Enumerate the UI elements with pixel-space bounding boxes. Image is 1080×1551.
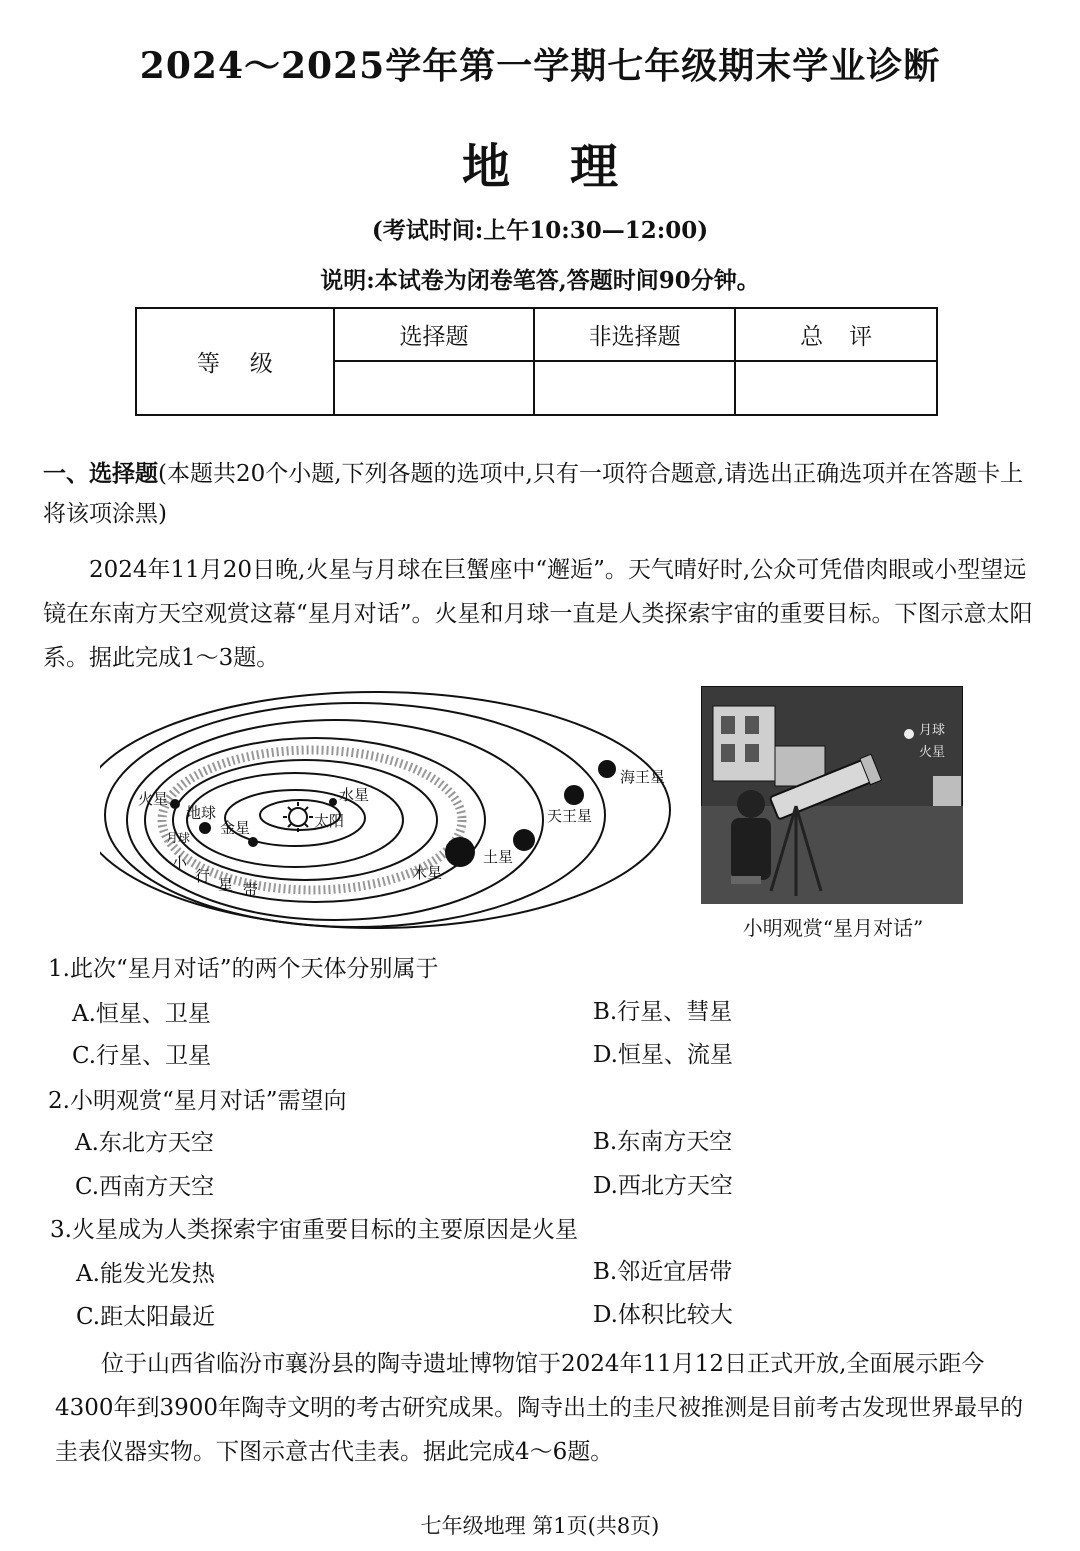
grade-col-total: 总评: [735, 308, 937, 361]
label-mercury: 水星: [339, 786, 370, 804]
q1-option-a[interactable]: A.恒星、卫星: [72, 1001, 211, 1027]
section-1-instruction: (本题共20个小题,下列各题的选项中,只有一项符合题意,请选出正确选项并在答题卡上将该项涂黑): [43, 461, 1024, 527]
q2-option-b[interactable]: B.东南方天空: [593, 1129, 733, 1155]
label-earth: 地球: [186, 804, 217, 822]
planet-saturn: [513, 829, 535, 851]
section-1-heading: 一、选择题: [43, 460, 158, 487]
stargazing-photo: [701, 686, 963, 904]
grade-row-label: 等级: [136, 308, 334, 415]
planet-jupiter: [445, 837, 475, 867]
q3-option-a[interactable]: A.能发光发热: [76, 1261, 215, 1287]
question-2-stem: 2.小明观赏“星月对话”需望向: [48, 1088, 347, 1114]
label-belt-4: 带: [243, 881, 259, 899]
exam-title: 2024～2025学年第一学期七年级期末学业诊断: [139, 45, 941, 87]
section-1-header: [43, 454, 1043, 534]
grade-cell-nonchoice[interactable]: [534, 361, 735, 415]
question-1-stem: 1.此次“星月对话”的两个天体分别属于: [48, 956, 439, 982]
passage-2: 位于山西省临汾市襄汾县的陶寺遗址博物馆于2024年11月12日正式开放,全面展示距今4300年到3900年陶寺文明的考古研究成果。陶寺出土的圭尺被推测是目前考古发现世界最早的圭表仪器实物。下图示意古代圭表。据此完成4～6题。: [55, 1351, 1024, 1465]
grade-cell-choice[interactable]: [334, 361, 534, 415]
grade-col-choice: 选择题: [334, 308, 534, 361]
moon-dot: [904, 729, 914, 739]
label-jupiter: 木星: [412, 864, 443, 882]
person-head: [737, 790, 765, 818]
q1-option-d[interactable]: D.恒星、流星: [593, 1042, 733, 1068]
planet-mars: [170, 799, 180, 809]
label-sun: 太阳: [314, 812, 345, 830]
label-belt-3: 星: [218, 876, 234, 894]
label-saturn: 土星: [483, 848, 514, 866]
label-neptune: 海王星: [620, 768, 666, 786]
q1-option-b[interactable]: B.行星、彗星: [593, 999, 733, 1025]
label-belt-2: 行: [195, 867, 211, 885]
q1-option-c[interactable]: C.行星、卫星: [72, 1043, 212, 1069]
q2-option-a[interactable]: A.东北方天空: [75, 1130, 214, 1156]
q2-option-c[interactable]: C.西南方天空: [75, 1174, 215, 1200]
photo-mars-label: 火星: [919, 745, 946, 760]
sun-icon: [283, 802, 313, 832]
q3-option-b[interactable]: B.邻近宜居带: [593, 1259, 733, 1285]
label-belt-1: 小: [172, 854, 188, 872]
q3-option-c[interactable]: C.距太阳最近: [76, 1304, 216, 1330]
grade-table: [135, 307, 938, 416]
exam-note: 说明:本试卷为闭卷笔答,答题时间90分钟。: [320, 267, 760, 294]
photo-caption: 小明观赏“星月对话”: [742, 916, 924, 940]
planet-venus: [248, 837, 258, 847]
question-3-stem: 3.火星成为人类探索宇宙重要目标的主要原因是火星: [50, 1217, 578, 1243]
orbit-uranus: [105, 703, 605, 927]
subject-title: 地理: [461, 139, 678, 195]
label-venus: 金星: [220, 819, 251, 837]
planet-earth: [199, 822, 211, 834]
page-footer: 七年级地理 第1页(共8页): [420, 1514, 660, 1538]
q2-option-d[interactable]: D.西北方天空: [593, 1173, 733, 1199]
planet-neptune: [598, 760, 616, 778]
exam-time: (考试时间:上午10:30—12:00): [371, 217, 709, 244]
passage-1: 2024年11月20日晚,火星与月球在巨蟹座中“邂逅”。天气晴好时,公众可凭借肉眼或小型望远镜在东南方天空观赏这幕“星月对话”。火星和月球一直是人类探索宇宙的重要目标。下图示意太阳系。据此完成1～3题。: [43, 557, 1033, 671]
grade-cell-total[interactable]: [735, 361, 937, 415]
label-moon: 月球: [166, 831, 191, 845]
grade-col-nonchoice: 非选择题: [534, 308, 735, 361]
planet-mercury: [329, 798, 337, 806]
q3-option-d[interactable]: D.体积比较大: [593, 1302, 733, 1328]
label-uranus: 天王星: [547, 807, 593, 825]
planet-uranus: [564, 785, 584, 805]
solar-system-diagram: [100, 690, 690, 930]
photo-moon-label: 月球: [919, 723, 946, 738]
label-mars: 火星: [138, 790, 169, 808]
